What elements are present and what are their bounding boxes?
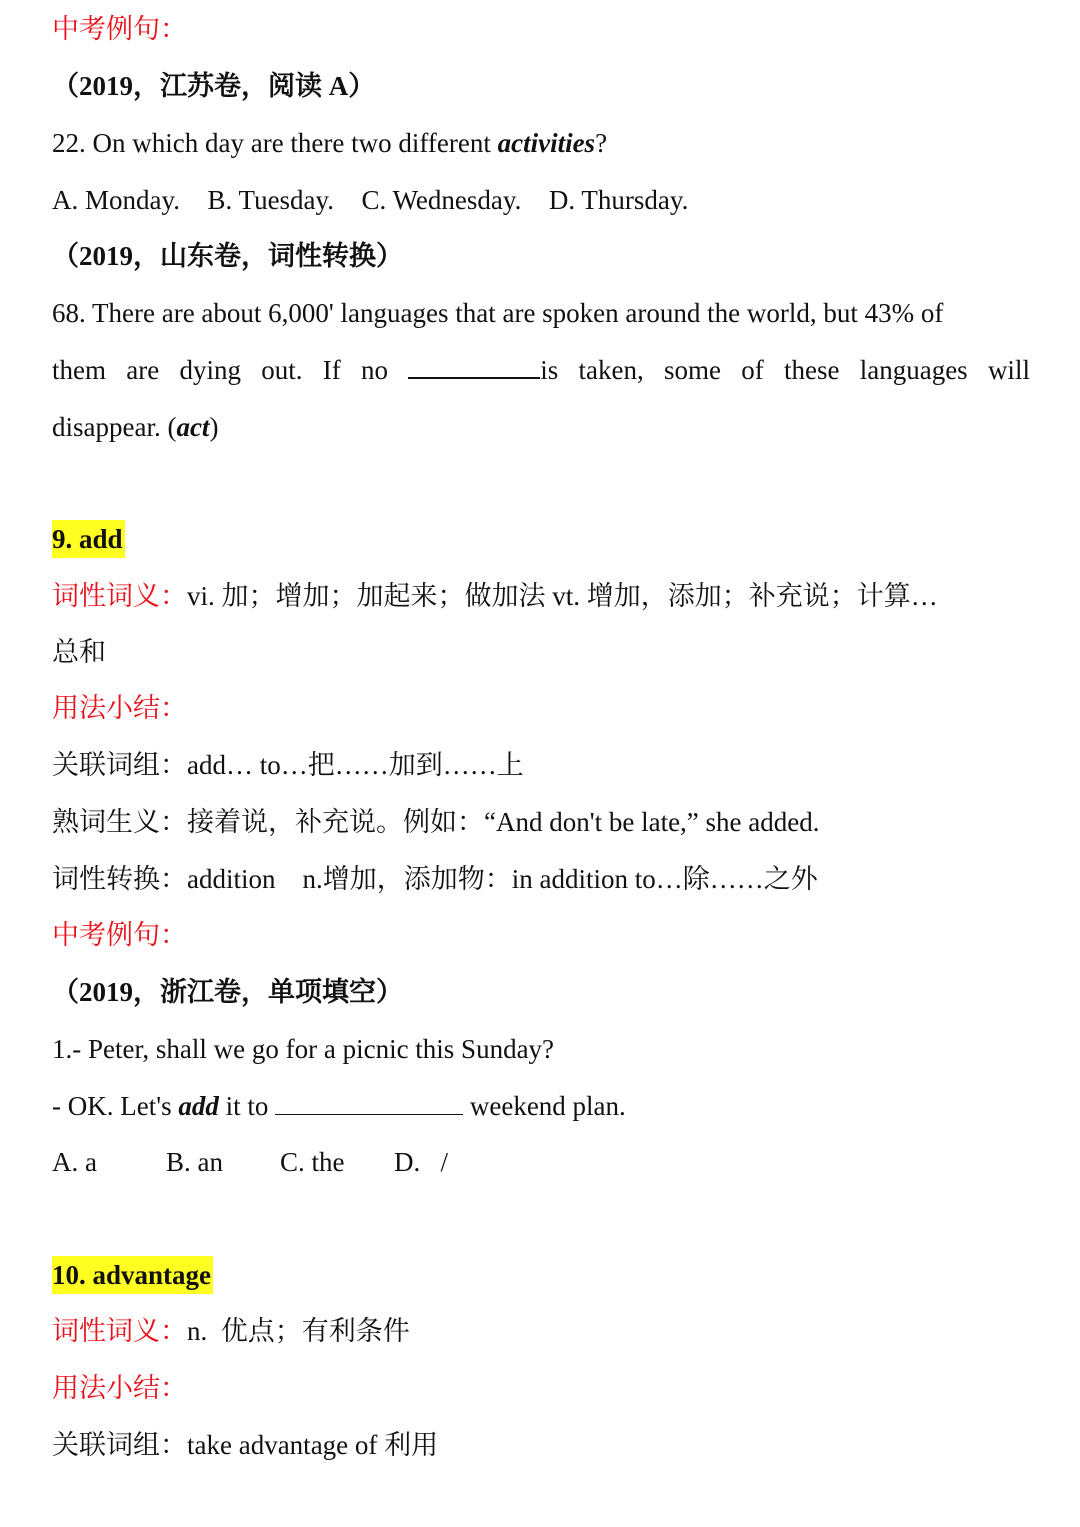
extended-meaning: 熟词生义：接着说，补充说。例如：“And don't be late,” she added. bbox=[52, 807, 820, 837]
option: B. an bbox=[166, 1147, 223, 1177]
question-68-line-1: 68. There are about 6,000' languages that are spoken around the world, but 43% of bbox=[52, 298, 944, 328]
usage-summary-heading: 用法小结： bbox=[52, 693, 187, 723]
option: A. a bbox=[52, 1147, 97, 1177]
word-form-conversion: 词性转换：addition n.增加，添加物：in addition to…除……之外 bbox=[52, 864, 818, 894]
section-10-title: 10. advantage bbox=[52, 1258, 213, 1292]
question-22: 22. On which day are there two different activities? bbox=[52, 128, 608, 158]
exam-example-heading: 中考例句： bbox=[52, 920, 187, 950]
answer-blank bbox=[275, 1090, 463, 1115]
section-10-meaning: 词性词义：n. 优点；有利条件 bbox=[52, 1316, 410, 1346]
option: D. Thursday. bbox=[548, 185, 689, 215]
option: A. Monday. bbox=[52, 185, 180, 215]
question-22-options bbox=[52, 183, 688, 217]
question-source: （2019，浙江卷，单项填空） bbox=[52, 977, 403, 1007]
option: B. Tuesday. bbox=[207, 185, 335, 215]
answer-blank bbox=[408, 353, 540, 379]
exam-example-heading: 中考例句： bbox=[52, 14, 187, 44]
section-9-title: 9. add bbox=[52, 522, 125, 556]
option: C. the bbox=[280, 1147, 345, 1177]
option: D. / bbox=[394, 1147, 448, 1177]
question-68-line-3: disappear. (act) bbox=[52, 412, 219, 442]
section-9-meaning-cont: 总和 bbox=[52, 637, 106, 667]
question-source: （2019，山东卷，词性转换） bbox=[52, 241, 403, 271]
question-1-line-2: - OK. Let's add it to weekend plan. bbox=[52, 1091, 626, 1121]
question-source: （2019，江苏卷，阅读 A） bbox=[52, 71, 376, 101]
question-1-line-1: 1.- Peter, shall we go for a picnic this Sunday? bbox=[52, 1034, 555, 1064]
question-68-line-2: them are dying out. If no is taken, some of these languages will bbox=[52, 355, 1030, 385]
related-phrase: 关联词组：take advantage of 利用 bbox=[52, 1430, 439, 1460]
section-9-meaning: 词性词义：vi. 加；增加；加起来；做加法 vt. 增加，添加；补充说；计算… bbox=[52, 581, 938, 611]
option: C. Wednesday. bbox=[361, 185, 522, 215]
usage-summary-heading: 用法小结： bbox=[52, 1373, 187, 1403]
related-phrase: 关联词组：add… to…把……加到……上 bbox=[52, 750, 524, 780]
question-1-options bbox=[52, 1145, 448, 1179]
